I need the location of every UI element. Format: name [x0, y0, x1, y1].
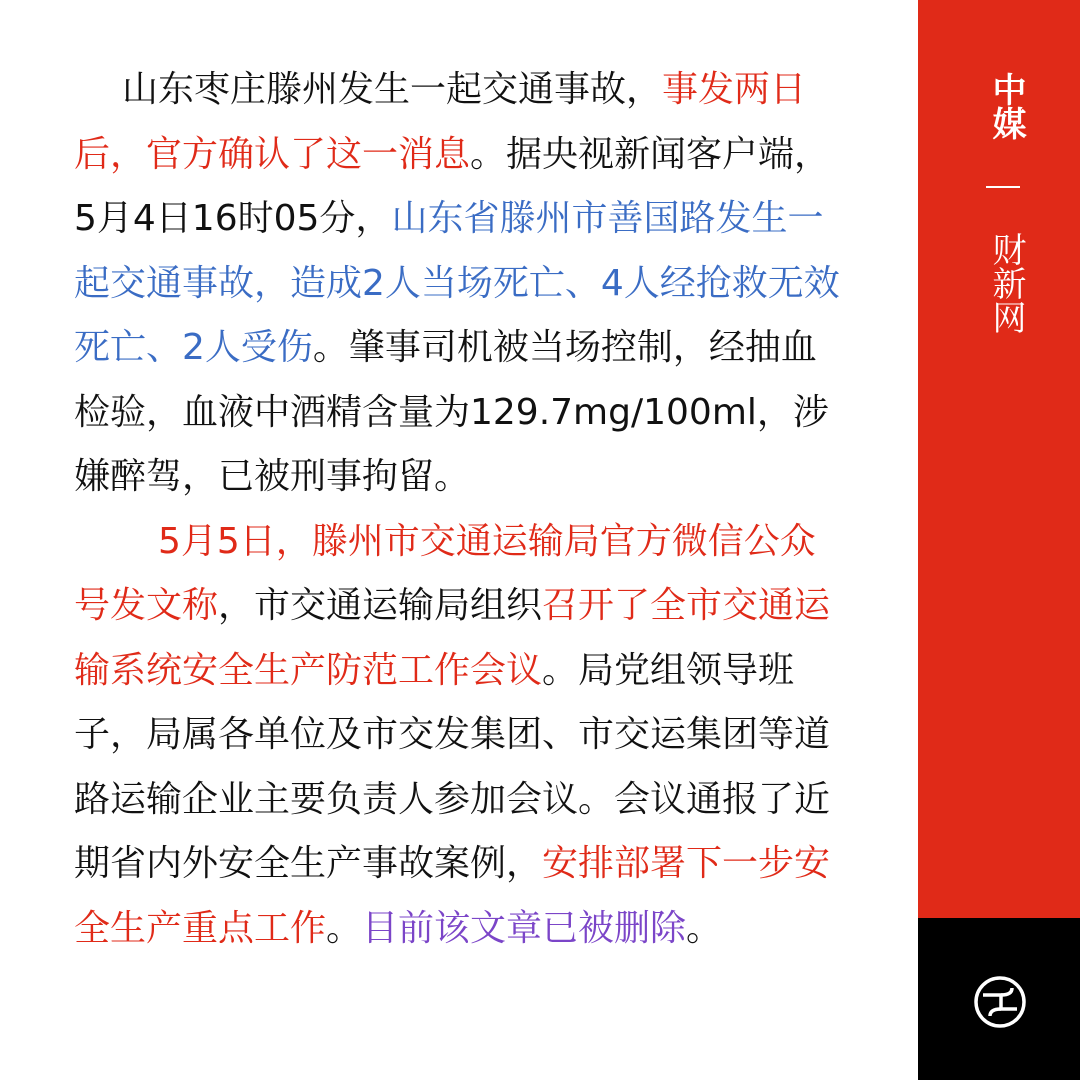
sidebar-dash-divider	[986, 186, 1020, 188]
highlight-red: 安排部署下一步安全生产重点工作	[74, 843, 831, 949]
sidebar-label-bottom: 财新网	[986, 232, 1026, 334]
text-segment: ，市交通运输局组织	[218, 585, 543, 626]
highlight-red: 5月5日，滕州市交通运输局官方微信公众号发文称	[74, 520, 816, 626]
highlight-blue: 山东省滕州市善国路发生一起交通事故，造成2人当场死亡、4人经抢救无效死亡、2人受伤	[74, 198, 840, 368]
highlight-purple: 目前该文章已被删除	[362, 907, 687, 949]
text-segment: 。据央视新闻客户端，5月4日16时05分，	[74, 133, 831, 239]
text-segment: 。局党组领导班子，局属各单位及市交发集团、市交运集团等道路运输企业主要负责人参加会议。会议通报了近期省内外安全生产事故案例，	[74, 649, 831, 884]
text-segment: 山东枣庄滕州发生一起交通事故，	[122, 69, 663, 110]
article-body	[74, 58, 844, 961]
highlight-red: 召开了全市交通运输系统安全生产防范工作会议	[74, 585, 831, 691]
text-segment: 。	[326, 907, 363, 949]
highlight-red: 事发两日后，官方确认了这一消息	[74, 69, 807, 175]
sidebar-label-top: 中媒	[986, 72, 1026, 140]
caixin-logo-icon	[972, 974, 1028, 1030]
paragraph-1	[74, 58, 844, 510]
paragraph-2	[74, 510, 844, 962]
text-segment: 。	[686, 907, 723, 949]
text-segment: 。肇事司机被当场控制，经抽血检验，血液中酒精含量为129.7mg/100ml，涉嫌醉驾，已被刑事拘留。	[74, 327, 829, 497]
